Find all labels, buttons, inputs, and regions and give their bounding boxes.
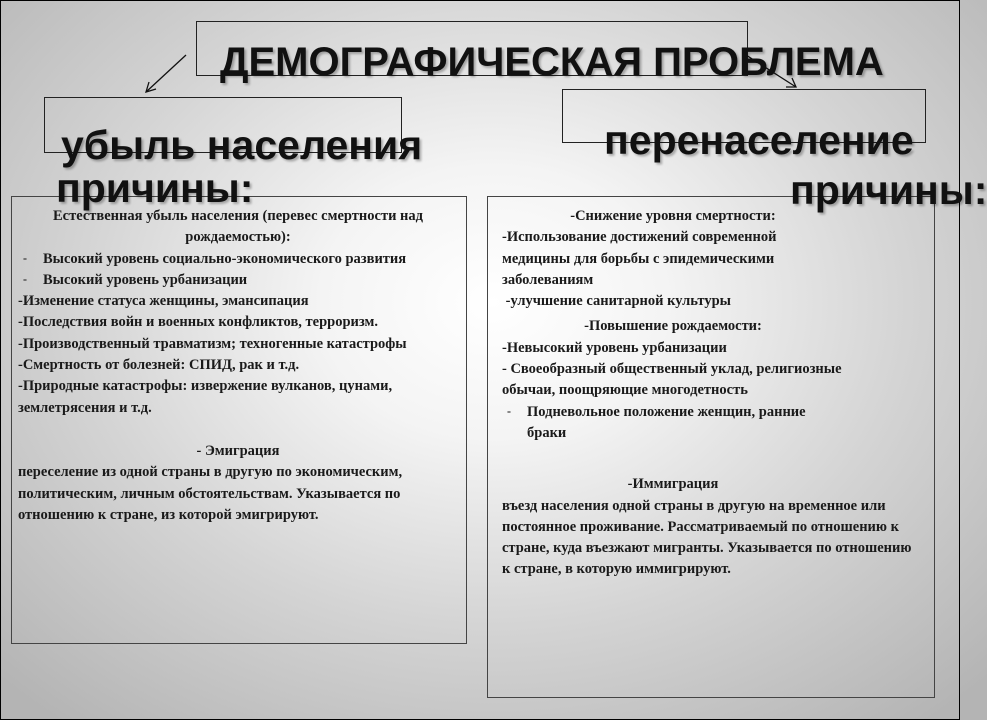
left-bullet: - Высокий уровень социально-экономического развития — [18, 249, 458, 270]
immigration-title: -Иммиграция — [627, 476, 719, 493]
right-panel-text — [502, 206, 912, 581]
page-title: ДЕМОГРАФИЧЕСКАЯ ПРОБЛЕМА — [220, 40, 884, 84]
left-item: -Изменение статуса женщины, эмансипация — [18, 293, 309, 310]
mortality-item: -улучшение санитарной культуры — [502, 293, 731, 310]
left-arrow-icon — [146, 55, 186, 92]
emigration-title: - Эмиграция — [196, 442, 280, 459]
birth-item: - Своеобразный общественный уклад, религиозные обычаи, поощряющие многодетность — [502, 361, 842, 399]
mortality-item: -Использование достижений современной медицины для борьбы с эпидемическими заболеваниям — [502, 229, 777, 288]
left-item: -Смертность от болезней: СПИД, рак и т.д. — [18, 357, 300, 374]
right-reasons-label: причины: — [790, 167, 987, 213]
left-bullet: - Высокий уровень урбанизации — [18, 270, 458, 291]
left-item: -Природные катастрофы: извержение вулканов, цунами, землетрясения и т.д. — [18, 378, 393, 416]
birth-title: -Повышение рождаемости: — [584, 318, 762, 335]
birth-item: -Невысокий уровень урбанизации — [502, 339, 727, 356]
emigration-text: переселение из одной страны в другую по экономическим, политическим, личным обстоятельствам. Указывается по отношению к стране, из которой эмигрируют. — [18, 464, 403, 523]
left-item: -Последствия войн и военных конфликтов, терроризм. — [18, 314, 379, 331]
left-intro: Естественная убыль населения (перевес смертности над рождаемостью): — [52, 208, 423, 246]
left-panel-text — [18, 206, 458, 526]
left-heading: убыль населения — [61, 122, 423, 168]
left-reasons-label: причины: — [56, 165, 254, 211]
mortality-title: -Снижение уровня смертности: — [570, 208, 776, 224]
birth-bullet: - Подневольное положение женщин, ранние браки — [502, 402, 844, 445]
immigration-text: въезд населения одной страны в другую на временное или постоянное проживание. Рассматриваемый по отношению к стране, куда въезжают мигранты. Указывается по отношению к стране, в которую иммигрируют. — [502, 497, 912, 578]
left-item: -Производственный травматизм; техногенные катастрофы — [18, 335, 407, 352]
right-heading: перенаселение — [604, 117, 914, 163]
